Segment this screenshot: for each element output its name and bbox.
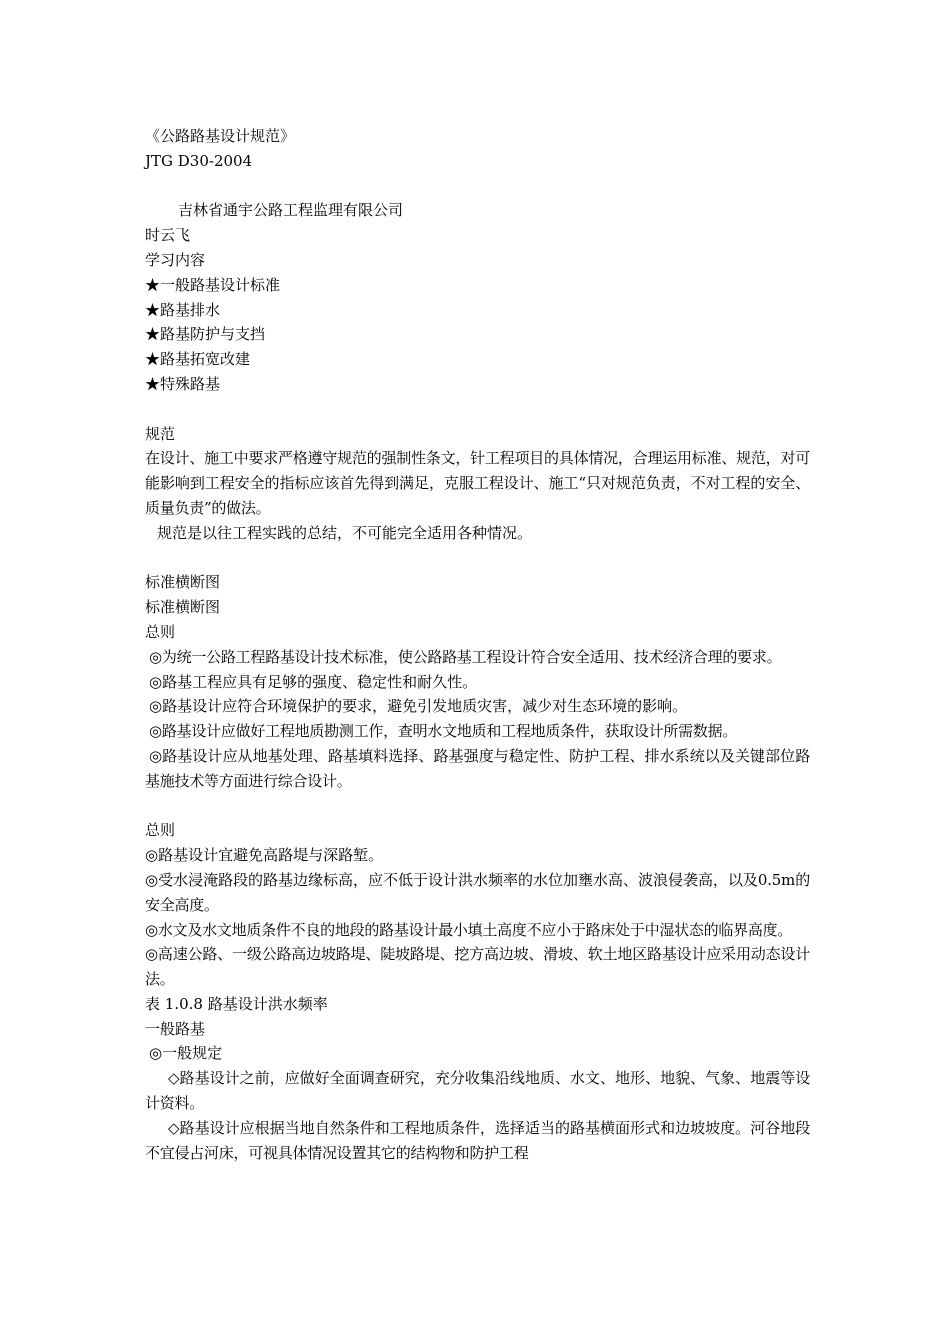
general-heading: 总则 <box>145 622 176 641</box>
ordinary-subheading: ◎一般规定 <box>149 1044 223 1063</box>
outline-item: ★路基排水 <box>145 300 221 319</box>
general-item: ◎高速公路、一级公路高边坡路堤、陡坡路堤、挖方高边坡、滑坡、软土地区路基设计应采用动态设计法。 <box>145 945 810 989</box>
spec-paragraph: 规范是以往工程实践的总结，不可能完全适用各种情况。 <box>157 523 533 542</box>
cross-section-heading: 标准横断图 <box>145 598 221 617</box>
document-title: 《公路路基设计规范》 <box>145 127 296 145</box>
ordinary-item: ◇路基设计应根据当地自然条件和工程地质条件，选择适当的路基横面形式和边坡坡度。河谷地段不宜侵占河床，可视具体情况设置其它的结构物和防护工程 <box>145 1118 810 1162</box>
outline-item: ★特殊路基 <box>145 374 221 393</box>
company-name: 吉林省通宇公路工程监理有限公司 <box>178 201 404 220</box>
general-item: ◎路基设计应做好工程地质勘测工作，查明水文地质和工程地质条件，获取设计所需数据。 <box>149 722 738 741</box>
general-item: ◎为统一公路工程路基设计技术标准，使公路路基工程设计符合安全适用、技术经济合理的要求。 <box>149 647 782 666</box>
spacer <box>145 397 810 422</box>
spec-paragraph: 在设计、施工中要求严格遵守规范的强制性条文，针工程项目的具体情况，合理运用标准、规范，对可能影响到工程安全的指标应该首先得到满足，克服工程设计、施工“只对规范负责，不对工程的安全、质量负责”的做法。 <box>145 449 810 517</box>
general-item: ◎受水浸淹路段的路基边缘标高，应不低于设计洪水频率的水位加壅水高、波浪侵袭高，以及0.5m的安全高度。 <box>145 870 810 914</box>
spacer <box>145 546 810 571</box>
general-item: ◎路基设计宜避免高路堤与深路堑。 <box>145 846 384 865</box>
spacer <box>145 794 810 819</box>
general-item: ◎水文及水文地质条件不良的地段的路基设计最小填土高度不应小于路床处于中湿状态的临界高度。 <box>145 920 793 939</box>
general-item: ◎路基设计应符合环境保护的要求，避免引发地质灾害，减少对生态环境的影响。 <box>149 697 688 716</box>
outline-heading: 学习内容 <box>145 250 206 269</box>
document-page <box>145 124 810 1165</box>
author-name: 时云飞 <box>145 226 191 245</box>
outline-item: ★路基防护与支挡 <box>145 325 266 344</box>
ordinary-heading: 一般路基 <box>145 1019 206 1038</box>
outline-item: ★一般路基设计标准 <box>145 275 281 294</box>
general-item: ◎路基设计应从地基处理、路基填料选择、路基强度与稳定性、防护工程、排水系统以及关键部位路基施技术等方面进行综合设计。 <box>145 746 810 790</box>
spec-heading: 规范 <box>145 424 176 443</box>
standard-code: JTG D30-2004 <box>145 151 253 170</box>
cross-section-heading: 标准横断图 <box>145 573 221 592</box>
general-item: ◎路基工程应具有足够的强度、稳定性和耐久性。 <box>149 672 478 691</box>
general-heading: 总则 <box>145 821 176 840</box>
spacer <box>145 174 810 199</box>
outline-item: ★路基拓宽改建 <box>145 350 251 369</box>
table-caption: 表 1.0.8 路基设计洪水频率 <box>145 994 328 1013</box>
ordinary-item: ◇路基设计之前，应做好全面调查研究，充分收集沿线地质、水文、地形、地貌、气象、地震等设计资料。 <box>145 1069 810 1113</box>
